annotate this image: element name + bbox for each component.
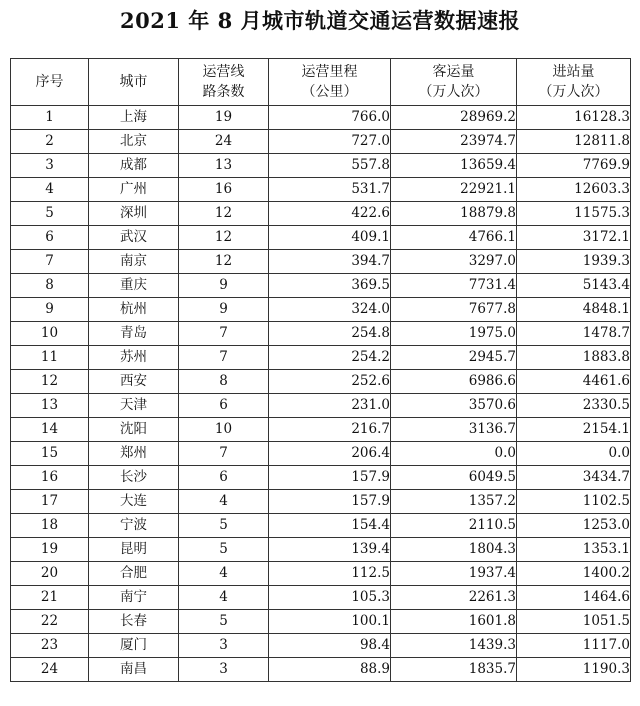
- cell-index: 10: [11, 322, 89, 346]
- header-lines-line: 路条数: [202, 84, 245, 100]
- table-row: [11, 658, 631, 682]
- cell-passenger-volume: 2945.7: [391, 346, 517, 370]
- cell-entry-volume: 4848.1: [517, 298, 631, 322]
- cell-city: 厦门: [89, 634, 179, 658]
- header-no-line: 序号: [35, 74, 64, 90]
- cell-index: 20: [11, 562, 89, 586]
- cell-line-count: 4: [179, 490, 269, 514]
- cell-line-count: 24: [179, 130, 269, 154]
- table-row: [11, 370, 631, 394]
- header-mileage-line: （公里）: [301, 84, 358, 100]
- cell-passenger-volume: 13659.4: [391, 154, 517, 178]
- cell-city: 宁波: [89, 514, 179, 538]
- cell-index: 24: [11, 658, 89, 682]
- cell-passenger-volume: 28969.2: [391, 106, 517, 130]
- cell-city: 武汉: [89, 226, 179, 250]
- table-row: [11, 274, 631, 298]
- cell-index: 9: [11, 298, 89, 322]
- cell-passenger-volume: 1975.0: [391, 322, 517, 346]
- cell-line-count: 6: [179, 394, 269, 418]
- cell-line-count: 3: [179, 634, 269, 658]
- cell-passenger-volume: 2110.5: [391, 514, 517, 538]
- cell-mileage: 727.0: [269, 130, 391, 154]
- metro-data-table: [10, 58, 631, 682]
- cell-entry-volume: 1253.0: [517, 514, 631, 538]
- cell-mileage: 409.1: [269, 226, 391, 250]
- header-lines: [179, 59, 269, 106]
- cell-entry-volume: 16128.3: [517, 106, 631, 130]
- table-row: [11, 154, 631, 178]
- cell-line-count: 12: [179, 250, 269, 274]
- cell-entry-volume: 0.0: [517, 442, 631, 466]
- cell-index: 16: [11, 466, 89, 490]
- header-passengers-line: （万人次）: [418, 84, 489, 100]
- table-row: [11, 538, 631, 562]
- cell-index: 2: [11, 130, 89, 154]
- cell-entry-volume: 1883.8: [517, 346, 631, 370]
- cell-mileage: 231.0: [269, 394, 391, 418]
- cell-city: 上海: [89, 106, 179, 130]
- cell-entry-volume: 7769.9: [517, 154, 631, 178]
- cell-line-count: 5: [179, 538, 269, 562]
- cell-city: 广州: [89, 178, 179, 202]
- cell-index: 8: [11, 274, 89, 298]
- cell-mileage: 216.7: [269, 418, 391, 442]
- cell-line-count: 9: [179, 298, 269, 322]
- cell-mileage: 105.3: [269, 586, 391, 610]
- cell-city: 郑州: [89, 442, 179, 466]
- table-row: [11, 418, 631, 442]
- cell-entry-volume: 2330.5: [517, 394, 631, 418]
- cell-mileage: 422.6: [269, 202, 391, 226]
- cell-mileage: 100.1: [269, 610, 391, 634]
- cell-line-count: 12: [179, 202, 269, 226]
- cell-line-count: 8: [179, 370, 269, 394]
- cell-passenger-volume: 3570.6: [391, 394, 517, 418]
- cell-line-count: 10: [179, 418, 269, 442]
- cell-mileage: 394.7: [269, 250, 391, 274]
- cell-mileage: 252.6: [269, 370, 391, 394]
- table-row: [11, 442, 631, 466]
- cell-line-count: 12: [179, 226, 269, 250]
- cell-entry-volume: 1102.5: [517, 490, 631, 514]
- cell-line-count: 7: [179, 322, 269, 346]
- header-entries: [517, 59, 631, 106]
- table-row: [11, 250, 631, 274]
- cell-entry-volume: 1051.5: [517, 610, 631, 634]
- table-row: [11, 178, 631, 202]
- cell-index: 4: [11, 178, 89, 202]
- cell-line-count: 7: [179, 346, 269, 370]
- header-passengers-line: 客运量: [432, 64, 475, 80]
- cell-city: 深圳: [89, 202, 179, 226]
- cell-line-count: 6: [179, 466, 269, 490]
- table-row: [11, 322, 631, 346]
- cell-city: 天津: [89, 394, 179, 418]
- cell-entry-volume: 1939.3: [517, 250, 631, 274]
- cell-line-count: 5: [179, 514, 269, 538]
- table-row: [11, 298, 631, 322]
- cell-index: 14: [11, 418, 89, 442]
- cell-city: 南宁: [89, 586, 179, 610]
- table-row: [11, 610, 631, 634]
- table-row: [11, 106, 631, 130]
- table-row: [11, 490, 631, 514]
- cell-passenger-volume: 1937.4: [391, 562, 517, 586]
- cell-passenger-volume: 18879.8: [391, 202, 517, 226]
- cell-index: 6: [11, 226, 89, 250]
- cell-index: 3: [11, 154, 89, 178]
- cell-passenger-volume: 1835.7: [391, 658, 517, 682]
- cell-entry-volume: 1400.2: [517, 562, 631, 586]
- cell-mileage: 254.8: [269, 322, 391, 346]
- cell-passenger-volume: 7731.4: [391, 274, 517, 298]
- header-city-line: 城市: [119, 74, 148, 90]
- cell-city: 昆明: [89, 538, 179, 562]
- header-mileage: [269, 59, 391, 106]
- cell-city: 南昌: [89, 658, 179, 682]
- cell-entry-volume: 4461.6: [517, 370, 631, 394]
- cell-city: 合肥: [89, 562, 179, 586]
- cell-passenger-volume: 23974.7: [391, 130, 517, 154]
- cell-index: 15: [11, 442, 89, 466]
- cell-line-count: 19: [179, 106, 269, 130]
- cell-passenger-volume: 6986.6: [391, 370, 517, 394]
- cell-index: 11: [11, 346, 89, 370]
- cell-mileage: 369.5: [269, 274, 391, 298]
- cell-passenger-volume: 1439.3: [391, 634, 517, 658]
- cell-entry-volume: 3172.1: [517, 226, 631, 250]
- cell-passenger-volume: 1357.2: [391, 490, 517, 514]
- cell-passenger-volume: 7677.8: [391, 298, 517, 322]
- cell-passenger-volume: 6049.5: [391, 466, 517, 490]
- cell-line-count: 4: [179, 562, 269, 586]
- cell-city: 成都: [89, 154, 179, 178]
- table-row: [11, 202, 631, 226]
- header-mileage-line: 运营里程: [301, 64, 358, 80]
- cell-entry-volume: 1353.1: [517, 538, 631, 562]
- cell-index: 5: [11, 202, 89, 226]
- cell-city: 大连: [89, 490, 179, 514]
- cell-mileage: 557.8: [269, 154, 391, 178]
- cell-passenger-volume: 2261.3: [391, 586, 517, 610]
- cell-line-count: 16: [179, 178, 269, 202]
- table-row: [11, 466, 631, 490]
- cell-entry-volume: 1478.7: [517, 322, 631, 346]
- cell-line-count: 5: [179, 610, 269, 634]
- cell-entry-volume: 12603.3: [517, 178, 631, 202]
- header-passengers: [391, 59, 517, 106]
- table-row: [11, 562, 631, 586]
- table-row: [11, 586, 631, 610]
- cell-city: 重庆: [89, 274, 179, 298]
- page-title: 2021 年 8 月城市轨道交通运营数据速报: [120, 8, 520, 33]
- cell-line-count: 13: [179, 154, 269, 178]
- cell-city: 沈阳: [89, 418, 179, 442]
- table-body: [11, 106, 631, 682]
- cell-mileage: 139.4: [269, 538, 391, 562]
- cell-passenger-volume: 0.0: [391, 442, 517, 466]
- cell-index: 12: [11, 370, 89, 394]
- cell-entry-volume: 1190.3: [517, 658, 631, 682]
- table-header-row: [11, 59, 631, 106]
- cell-index: 22: [11, 610, 89, 634]
- cell-line-count: 9: [179, 274, 269, 298]
- cell-index: 7: [11, 250, 89, 274]
- cell-passenger-volume: 4766.1: [391, 226, 517, 250]
- table-row: [11, 394, 631, 418]
- cell-mileage: 88.9: [269, 658, 391, 682]
- cell-city: 北京: [89, 130, 179, 154]
- cell-mileage: 254.2: [269, 346, 391, 370]
- table-row: [11, 634, 631, 658]
- cell-mileage: 206.4: [269, 442, 391, 466]
- cell-entry-volume: 2154.1: [517, 418, 631, 442]
- cell-entry-volume: 11575.3: [517, 202, 631, 226]
- header-entries-line: （万人次）: [538, 84, 609, 100]
- table-row: [11, 130, 631, 154]
- cell-passenger-volume: 3297.0: [391, 250, 517, 274]
- table-row: [11, 346, 631, 370]
- cell-passenger-volume: 3136.7: [391, 418, 517, 442]
- cell-entry-volume: 3434.7: [517, 466, 631, 490]
- cell-line-count: 3: [179, 658, 269, 682]
- cell-index: 23: [11, 634, 89, 658]
- cell-mileage: 324.0: [269, 298, 391, 322]
- cell-entry-volume: 5143.4: [517, 274, 631, 298]
- cell-city: 青岛: [89, 322, 179, 346]
- header-city: [89, 59, 179, 106]
- cell-city: 长春: [89, 610, 179, 634]
- cell-passenger-volume: 22921.1: [391, 178, 517, 202]
- cell-line-count: 7: [179, 442, 269, 466]
- cell-index: 18: [11, 514, 89, 538]
- cell-city: 西安: [89, 370, 179, 394]
- header-lines-line: 运营线: [202, 64, 245, 80]
- cell-city: 长沙: [89, 466, 179, 490]
- cell-city: 杭州: [89, 298, 179, 322]
- cell-mileage: 157.9: [269, 466, 391, 490]
- cell-index: 19: [11, 538, 89, 562]
- cell-index: 1: [11, 106, 89, 130]
- cell-passenger-volume: 1601.8: [391, 610, 517, 634]
- cell-index: 17: [11, 490, 89, 514]
- cell-index: 21: [11, 586, 89, 610]
- cell-index: 13: [11, 394, 89, 418]
- cell-entry-volume: 1117.0: [517, 634, 631, 658]
- cell-mileage: 154.4: [269, 514, 391, 538]
- cell-mileage: 531.7: [269, 178, 391, 202]
- cell-entry-volume: 1464.6: [517, 586, 631, 610]
- cell-mileage: 98.4: [269, 634, 391, 658]
- table-row: [11, 226, 631, 250]
- header-entries-line: 进站量: [552, 64, 595, 80]
- cell-entry-volume: 12811.8: [517, 130, 631, 154]
- cell-mileage: 157.9: [269, 490, 391, 514]
- table-row: [11, 514, 631, 538]
- cell-line-count: 4: [179, 586, 269, 610]
- cell-city: 苏州: [89, 346, 179, 370]
- header-no: [11, 59, 89, 106]
- cell-city: 南京: [89, 250, 179, 274]
- cell-mileage: 112.5: [269, 562, 391, 586]
- cell-passenger-volume: 1804.3: [391, 538, 517, 562]
- cell-mileage: 766.0: [269, 106, 391, 130]
